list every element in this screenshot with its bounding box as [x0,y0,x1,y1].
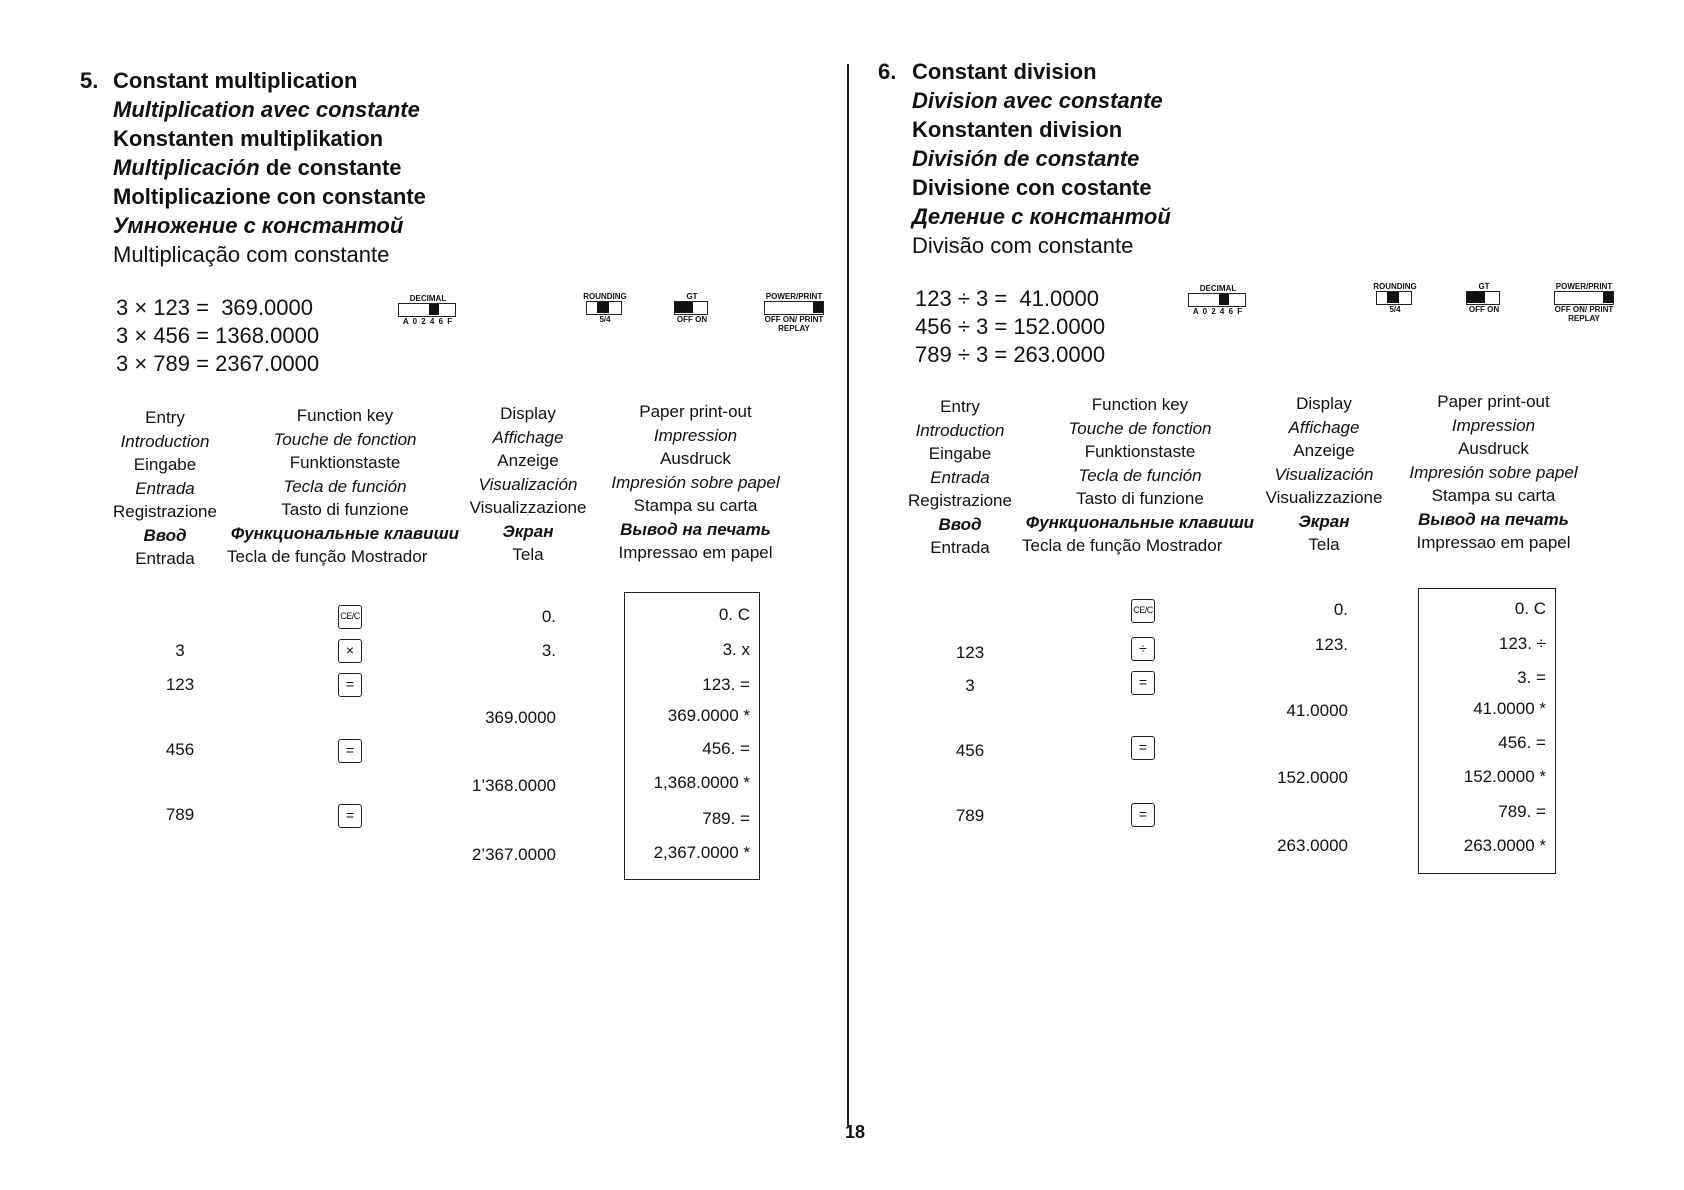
equation: 456 ÷ 3 = 152.0000 [915,314,1106,339]
entry-cell: 3 [965,676,975,695]
paper-line: 3. = [1517,668,1546,687]
page-number: 18 [845,1122,866,1142]
entry-cell: 789 [165,805,195,824]
paper-line: 789. = [1498,802,1546,821]
title-ru: Умножение с константой [113,213,404,238]
display-value: 2’367.0000 [471,845,556,864]
display-value: 1’368.0000 [471,776,556,795]
title-pt: Multiplicação com constante [113,242,390,267]
equations [915,285,1105,369]
paper-header: Paper print-out Impression Ausdruck Impresión sobre papel Stampa su carta Вывод на печать Impressao em papel [1409,392,1578,552]
title-it: Divisione con costante [912,175,1152,200]
title-ru: Деление с константой [912,204,1171,229]
paper-line: 263.0000 * [1463,836,1546,855]
equals-key[interactable]: = [1131,736,1155,760]
display-value: 369.0000 [485,708,556,727]
display-value: 41.0000 [1286,701,1348,720]
paper-line: 123. ÷ [1498,634,1546,653]
equations [116,294,319,378]
paper-tape [1418,588,1556,874]
display-value: 263.0000 [1277,836,1348,855]
gt-switch[interactable]: GT OFF ON [1462,282,1506,314]
title-fr: Division avec constante [912,88,1163,113]
clear-key[interactable]: CE/C [338,605,362,629]
power-print-switch[interactable]: POWER/PRINT OFF ON/ PRINT REPLAY [1554,282,1614,323]
display-header: Display Affichage Anzeige Visualización Visualizzazione Экран Tela [469,404,587,564]
equation: 3 × 123 = 369.0000 [116,295,313,320]
entry-header: Entry Introduction Eingabe Entrada Registrazione Ввод Entrada [908,397,1012,557]
title-es: Multiplicación de constante [113,155,402,180]
display-value: 0. [541,607,556,626]
paper-line: 456. = [1498,733,1546,752]
divide-key[interactable]: ÷ [1131,637,1155,661]
equation: 3 × 789 = 2367.0000 [116,351,320,376]
entry-cell: 123 [955,643,985,662]
title-es: División de constante [912,146,1140,171]
entry-cell: 3 [175,641,185,660]
paper-line: 0. C [718,605,750,624]
title-fr: Multiplication avec constante [113,97,420,122]
title-en: Constant multiplication [113,68,358,93]
equation: 3 × 456 = 1368.0000 [116,323,320,348]
paper-line: 789. = [702,809,750,828]
gt-switch[interactable]: GT OFF ON [670,292,714,324]
title-de: Konstanten division [912,117,1123,142]
paper-header: Paper print-out Impression Ausdruck Impresión sobre papel Stampa su carta Вывод на печать Impressao em papel [611,402,780,562]
entry-header: Entry Introduction Eingabe Entrada Registrazione Ввод Entrada [113,408,217,568]
decimal-switch[interactable]: DECIMAL A 0 2 4 6 F [1188,284,1248,316]
equals-key[interactable]: = [338,673,362,697]
section-number: 6. [878,59,897,84]
paper-line: 123. = [702,675,750,694]
entry-cell: 456 [165,740,195,759]
decimal-switch[interactable]: DECIMAL A 0 2 4 6 F [398,294,458,326]
page-divider [847,64,849,1126]
equals-key[interactable]: = [1131,803,1155,827]
paper-tape [624,592,760,880]
equals-key[interactable]: = [338,739,362,763]
power-print-switch[interactable]: POWER/PRINT OFF ON/ PRINT REPLAY [764,292,824,333]
equals-key[interactable]: = [338,804,362,828]
display-value: 3. [541,641,556,660]
paper-line: 1,368.0000 * [653,773,750,792]
function-key-header: Function key Touche de fonction Funktionstaste Tecla de función Tasto di funzione Функциональные клавиши Tecla de função Mostrador [1022,395,1255,555]
display-value: 152.0000 [1277,768,1348,787]
paper-line: 456. = [702,739,750,758]
equation: 123 ÷ 3 = 41.0000 [915,286,1099,311]
title-pt: Divisão com constante [912,233,1134,258]
multiply-key[interactable]: × [338,639,362,663]
title-en: Constant division [912,59,1097,84]
paper-line: 0. C [1514,599,1546,618]
title-it: Moltiplicazione con constante [113,184,426,209]
rounding-switch[interactable]: ROUNDING 5/4 [583,292,627,324]
title-de: Konstanten multiplikation [113,126,384,151]
section-titles [912,57,1171,260]
paper-line: 152.0000 * [1463,767,1546,786]
entry-cell: 123 [165,675,195,694]
paper-line: 41.0000 * [1473,699,1546,718]
equation: 789 ÷ 3 = 263.0000 [915,342,1106,367]
display-value: 123. [1314,635,1348,654]
paper-line: 369.0000 * [667,706,750,725]
section-number: 5. [80,68,99,93]
paper-line: 2,367.0000 * [653,843,750,862]
paper-line: 3. x [722,640,750,659]
clear-key[interactable]: CE/C [1131,599,1155,623]
equals-key[interactable]: = [1131,671,1155,695]
entry-cell: 456 [955,741,985,760]
function-key-header: Function key Touche de fonction Funktionstaste Tecla de función Tasto di funzione Функциональные клавиши Tecla de função Mostrador [227,406,460,566]
entry-cell: 789 [955,806,985,825]
display-value: 0. [1333,600,1348,619]
section-titles [113,66,426,269]
display-header: Display Affichage Anzeige Visualización Visualizzazione Экран Tela [1265,394,1383,554]
rounding-switch[interactable]: ROUNDING 5/4 [1373,282,1417,314]
